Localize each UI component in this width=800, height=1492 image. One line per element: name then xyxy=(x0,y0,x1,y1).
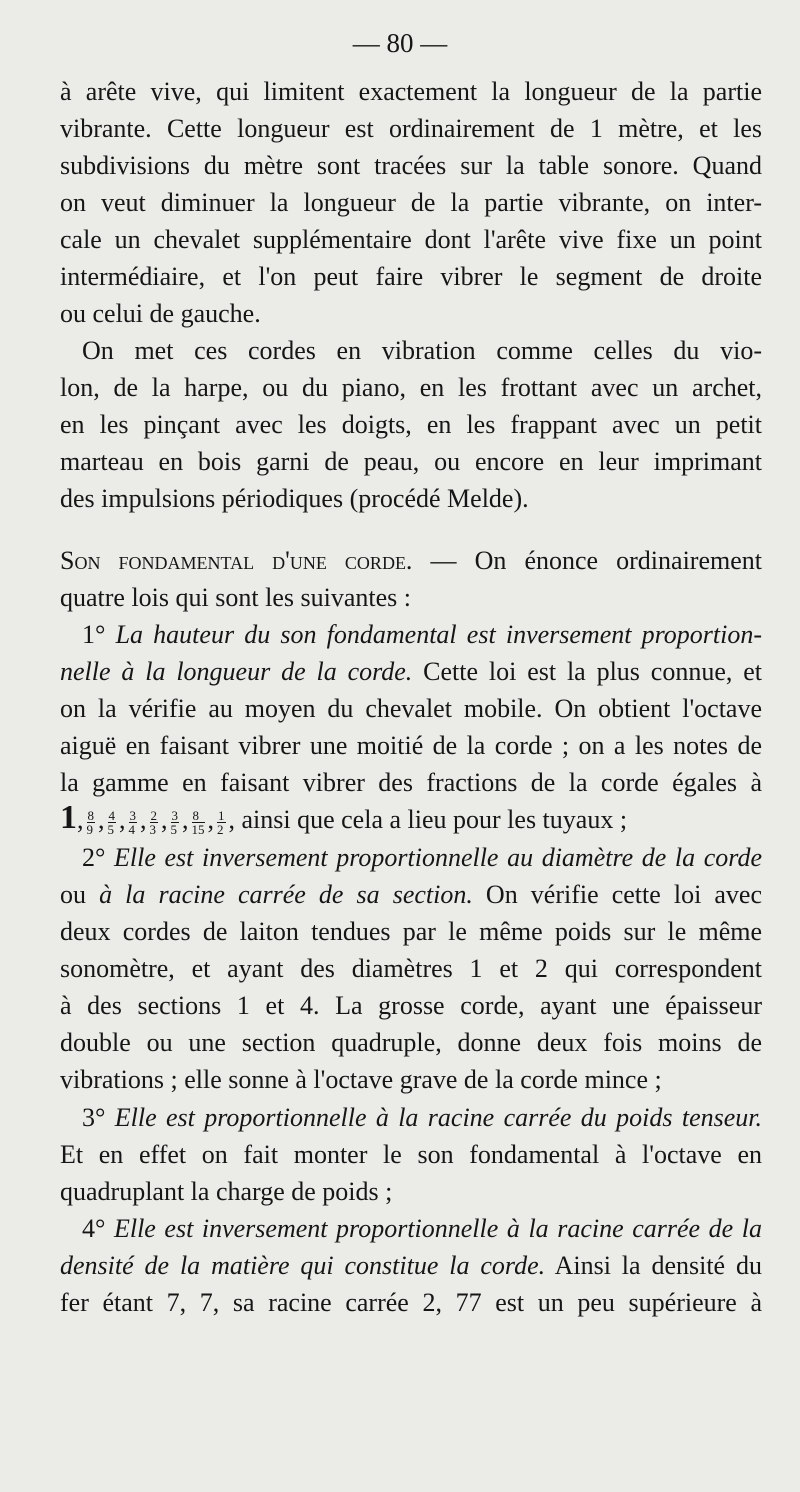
text-line: lon, de la harpe, ou du piano, en les frottant avec un archet, xyxy=(60,373,762,402)
text-line: On met ces cordes en vibration comme celles du vio- xyxy=(82,336,762,365)
text-line: subdivisions du mètre sont tracées sur la table sonore. Quand xyxy=(60,151,762,180)
text-line: sonomètre, et ayant des diamètres 1 et 2 qui correspondent xyxy=(60,954,762,983)
fraction-line: 1, $\frac{8}{9}$ , $\frac{4}{5}$ , $\frac{3}{4}$ , $\frac{2}{3}$ , $\frac{3}{5}$ , $\frac{8}{15}$ , $\frac{1}{2}$ , ainsi que cela a lieu pour les tuyaux ; xyxy=(60,799,628,837)
text-line: marteau en bois garni de peau, ou encore en leur imprimant xyxy=(60,447,762,476)
fraction: $\frac{1}{2}$ xyxy=(217,807,225,837)
section-heading-line: Son fondamental d'une corde. — On énonce ordinairement xyxy=(60,546,762,575)
text-line: double ou une section quadruple, donne deux fois moins de xyxy=(60,1028,762,1057)
text-line: cale un chevalet supplémentaire dont l'arête vive fixe un point xyxy=(60,225,762,254)
text-line: à des sections 1 et 4. La grosse corde, ayant une épaisseur xyxy=(60,991,762,1020)
page-number: — 80 — xyxy=(352,28,448,58)
fraction: $\frac{2}{3}$ xyxy=(149,807,157,837)
fraction: $\frac{4}{5}$ xyxy=(107,807,115,837)
text-line: intermédiaire, et l'on peut faire vibrer le segment de droite xyxy=(60,262,762,291)
text-line: des impulsions périodiques (procédé Melde). xyxy=(60,484,529,513)
text-line: Et en effet on fait monter le son fondamental à l'octave en xyxy=(60,1140,762,1169)
law-3-line: 3° Elle est proportionnelle à la racine carrée du poids tenseur. xyxy=(82,1103,762,1132)
text-line: vibrante. Cette longueur est ordinairement de 1 mètre, et les xyxy=(60,114,762,143)
text-line: densité de la matière qui constitue la corde. Ainsi la densité du xyxy=(60,1251,762,1280)
text-line: aiguë en faisant vibrer une moitié de la corde ; on a les notes de xyxy=(60,731,762,760)
fraction: $\frac{8}{15}$ xyxy=(191,807,205,837)
text-line: on la vérifie au moyen du chevalet mobile. On obtient l'octave xyxy=(60,694,762,723)
text-line: fer étant 7, 7, sa racine carrée 2, 77 est un peu supérieure à xyxy=(60,1288,762,1317)
text-line: deux cordes de laiton tendues par le même poids sur le même xyxy=(60,917,762,946)
fraction: $\frac{8}{9}$ xyxy=(86,807,94,837)
text-line: ou à la racine carrée de sa section. On vérifie cette loi avec xyxy=(60,880,762,909)
section-heading: Son fondamental d'une corde. — xyxy=(60,546,457,575)
fraction: $\frac{3}{5}$ xyxy=(170,807,178,837)
law-2-line: 2° Elle est inversement proportionnelle au diamètre de la corde xyxy=(82,843,762,872)
text-line: vibrations ; elle sonne à l'octave grave de la corde mince ; xyxy=(60,1065,662,1094)
text-line: nelle à la longueur de la corde. Cette loi est la plus connue, et xyxy=(60,657,762,686)
fraction-one: 1 xyxy=(60,799,77,836)
law-1-line: 1° La hauteur du son fondamental est inversement proportion- xyxy=(82,620,762,649)
text-line: quatre lois qui sont les suivantes : xyxy=(60,583,411,612)
text-line: on veut diminuer la longueur de la partie vibrante, on inter- xyxy=(60,188,762,217)
text-line: à arête vive, qui limitent exactement la longueur de la partie xyxy=(60,77,762,106)
text-line: en les pinçant avec les doigts, en les frappant avec un petit xyxy=(60,410,762,439)
text-line: la gamme en faisant vibrer des fractions de la corde égales à xyxy=(60,768,762,797)
text-line: ou celui de gauche. xyxy=(60,299,261,328)
text-line: quadruplant la charge de poids ; xyxy=(60,1177,393,1206)
law-4-line: 4° Elle est inversement proportionnelle à la racine carrée de la xyxy=(82,1214,762,1243)
fraction: $\frac{3}{4}$ xyxy=(128,807,136,837)
